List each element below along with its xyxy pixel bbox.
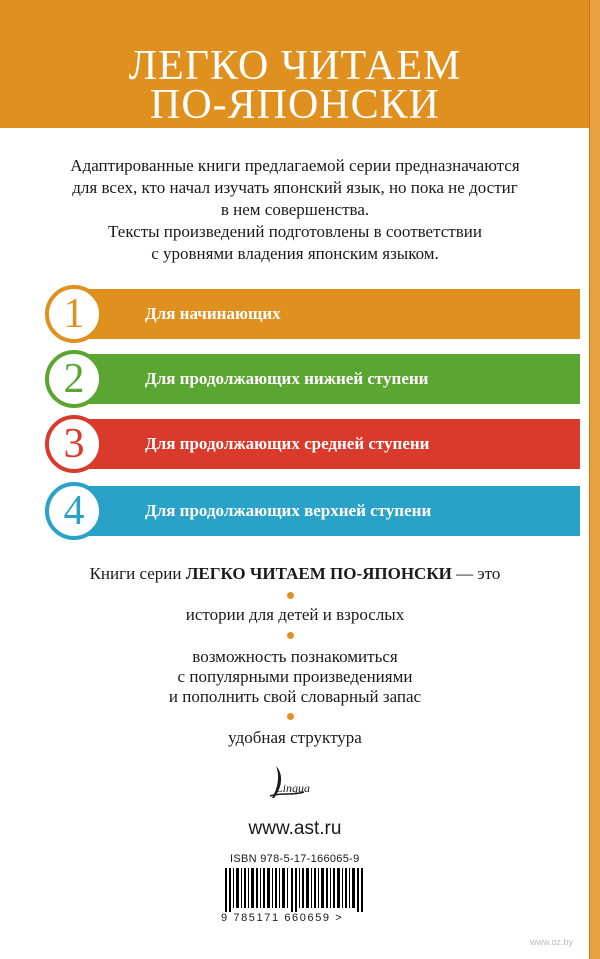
level-bar-2 (80, 354, 580, 404)
level-number-2: 2 (45, 350, 103, 408)
watermark: www.oz.by (530, 937, 574, 947)
series-item-2-line-2: с популярными произведениями (177, 667, 413, 686)
bullet-dot (287, 592, 294, 599)
bullet-dot (287, 713, 294, 720)
series-heading (0, 563, 590, 585)
bullet-dot (287, 632, 294, 639)
level-bar-4 (80, 486, 580, 536)
series-item-2-line-1: возможность познакомиться (192, 647, 398, 666)
level-bar-3 (80, 419, 580, 469)
level-label-1: Для начинающих (145, 304, 281, 323)
level-number-1: 1 (45, 285, 103, 343)
isbn-number: ISBN 978-5-17-166065-9 (230, 853, 360, 865)
publisher-website[interactable]: www.ast.ru (248, 818, 342, 839)
series-item-2-line-3: и пополнить свой словарный запас (168, 687, 422, 706)
series-item-3: удобная структура (228, 728, 362, 747)
level-label-4: Для продолжающих верхней ступени (145, 501, 432, 520)
series-prefix: Книги серии (89, 564, 186, 583)
level-label-2: Для продолжающих нижней ступени (145, 369, 429, 388)
level-number-4: 4 (45, 482, 103, 540)
series-name: ЛЕГКО ЧИТАЕМ ПО-ЯПОНСКИ (185, 564, 452, 583)
series-title-line-1: ЛЕГКО ЧИТАЕМ (128, 43, 462, 89)
intro-line-2: для всех, кто начал изучать японский язык, но пока не достиг (72, 178, 518, 197)
series-suffix: — это (451, 564, 501, 583)
intro-line-1: Адаптированные книги предлагаемой серии предназначаются (70, 156, 520, 175)
level-label-3: Для продолжающих средней ступени (145, 434, 430, 453)
barcode (225, 868, 367, 916)
intro-line-5: с уровнями владения японским языком. (151, 244, 439, 263)
level-number-3: 3 (45, 415, 103, 473)
series-item-1: истории для детей и взрослых (185, 605, 405, 624)
intro-line-3: в нем совершенства. (220, 200, 370, 219)
series-title-line-2: ПО-ЯПОНСКИ (149, 82, 440, 128)
intro-line-4: Тексты произведений подготовлены в соответствии (108, 222, 482, 241)
spine-edge (590, 0, 600, 959)
lingua-logo (262, 762, 322, 802)
barcode-digits: 9 785171 660659 > (221, 912, 344, 924)
level-bar-1 (80, 289, 580, 339)
logo-wordmark: Lingua (276, 781, 311, 795)
